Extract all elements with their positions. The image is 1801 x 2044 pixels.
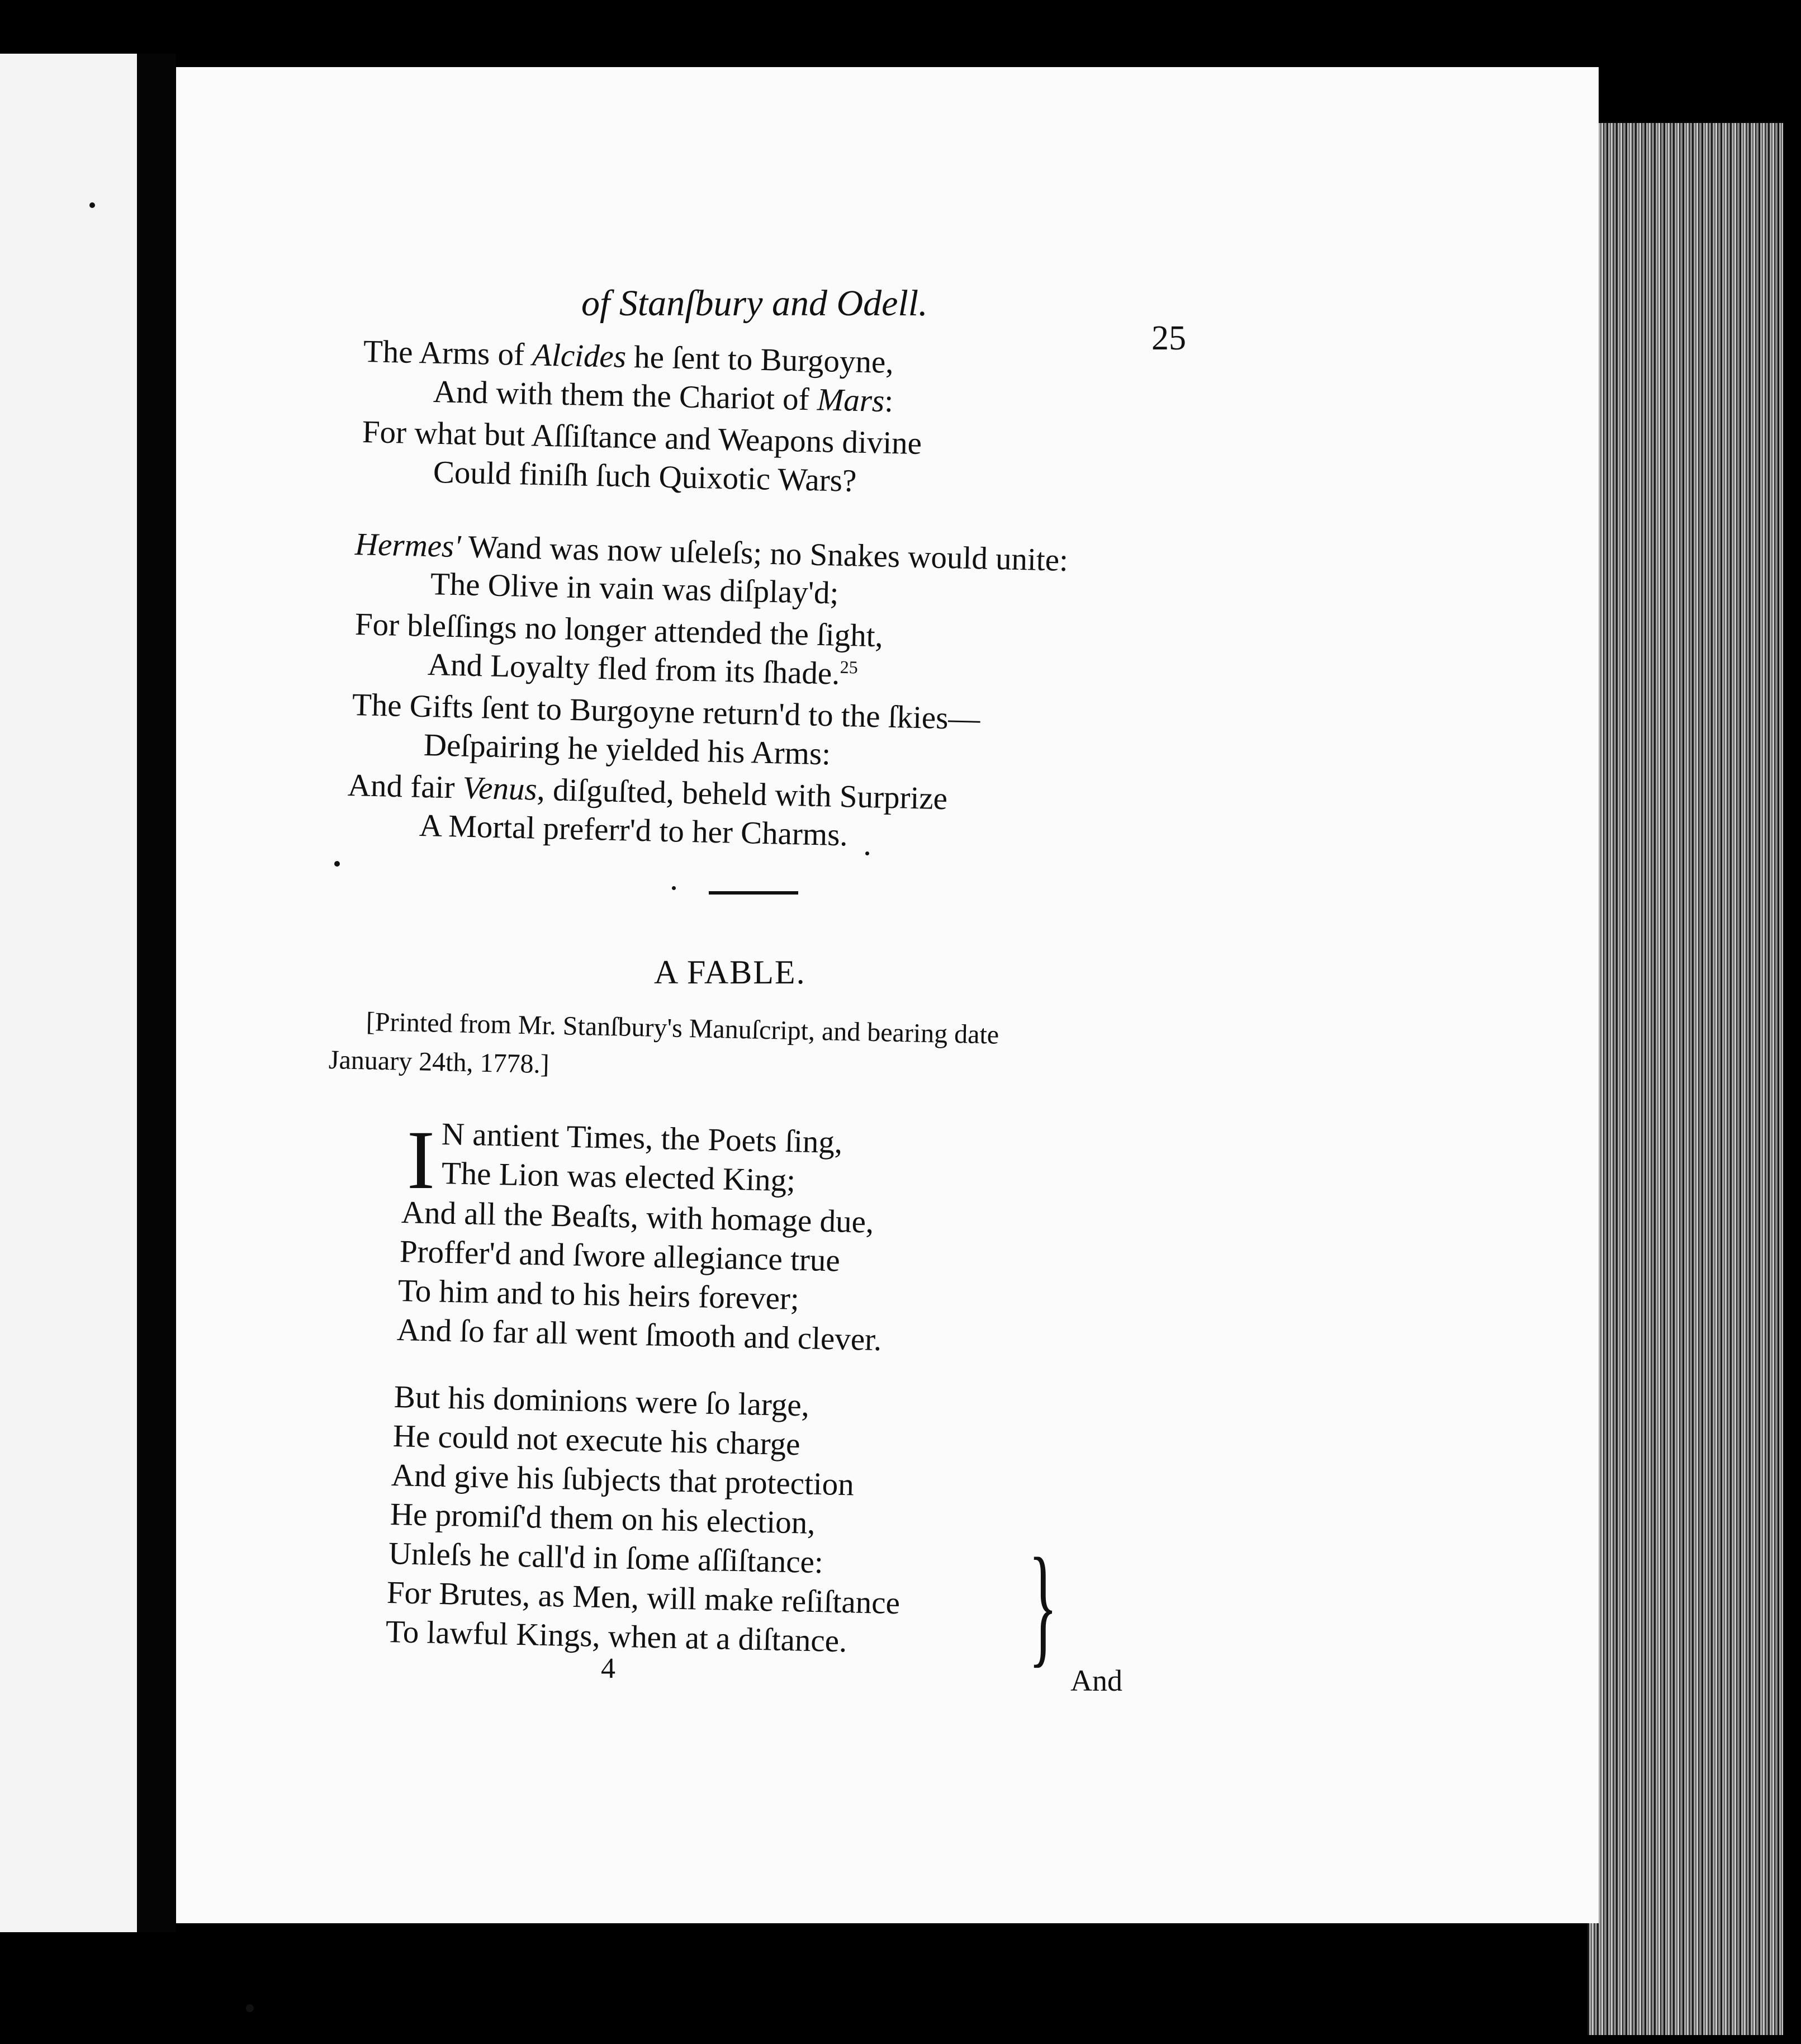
drop-cap: I xyxy=(407,1114,435,1206)
verse-line: And Loyalty fled from its ſhade.$^{25}$ xyxy=(427,647,859,692)
verse-line: The Arms of Alcides he ſent to Burgoyne, xyxy=(363,334,894,380)
facing-page xyxy=(0,54,137,1932)
verse-line: Deſpairing he yielded his Arms: xyxy=(423,727,831,772)
verse-line: For bleſſings no longer attended the ſight, xyxy=(354,607,884,654)
verse-line: And with them the Chariot of Mars: xyxy=(433,374,894,419)
verse-line: But his dominions were ſo large, xyxy=(394,1379,810,1423)
verse-line: To him and to his heirs forever; xyxy=(397,1273,800,1317)
verse-line: Hermes' Wand was now uſeleſs; no Snakes would unite: xyxy=(354,527,1069,578)
catchword: And xyxy=(1070,1664,1122,1697)
footnote-marker: 25 xyxy=(840,656,859,678)
verse-line: The Gifts ſent to Burgoyne return'd to the ſkies— xyxy=(352,687,981,737)
verse-line: The Olive in vain was diſplay'd; xyxy=(430,566,840,611)
verse-line: He could not execute his charge xyxy=(392,1418,801,1463)
triplet-brace: } xyxy=(1029,1530,1058,1679)
verse-line: For what but Aſſiſtance and Weapons divine xyxy=(362,414,922,461)
ink-speck xyxy=(334,861,340,867)
verse-line: The Lion was elected King; xyxy=(441,1156,796,1199)
page-number: 25 xyxy=(1151,319,1186,357)
verse-line: Unleſs he call'd in ſome aſſiſtance: xyxy=(388,1536,824,1581)
verse-line: And fair Venus, diſguſted, beheld with Surprize xyxy=(347,768,948,817)
verse-line: A Mortal preferr'd to her Charms. xyxy=(419,808,849,853)
verse-line: And give his ſubjects that protection xyxy=(391,1458,855,1503)
book-fore-edge xyxy=(1587,123,1783,2035)
book-gutter xyxy=(137,54,176,1932)
section-divider xyxy=(709,891,798,895)
verse-line: And all the Beaſts, with homage due, xyxy=(401,1195,874,1240)
editorial-note-line: January 24th, 1778.] xyxy=(328,1045,550,1080)
ink-speck xyxy=(865,851,869,855)
ink-speck xyxy=(672,886,676,890)
ink-speck xyxy=(246,2004,254,2012)
ink-speck xyxy=(89,202,95,208)
verse-line: To lawful Kings, when at a diſtance. xyxy=(385,1614,847,1659)
editorial-note-line: [Printed from Mr. Stanſbury's Manuſcript, and bearing date xyxy=(366,1007,999,1050)
poem-title: A FABLE. xyxy=(654,954,806,991)
verse-line: Proffer'd and ſwore allegiance true xyxy=(399,1234,841,1279)
signature-mark: 4 xyxy=(601,1653,615,1685)
verse-line: For Brutes, as Men, will make reſiſtance xyxy=(386,1575,900,1621)
verse-line: N antient Times, the Poets ſing, xyxy=(441,1116,843,1161)
verse-line: And ſo far all went ſmooth and clever. xyxy=(396,1312,882,1358)
running-head: of Stanſbury and Odell. xyxy=(581,283,928,324)
verse-line: He promiſ'd them on his election, xyxy=(390,1497,816,1541)
verse-line: Could finiſh ſuch Quixotic Wars? xyxy=(433,455,857,499)
